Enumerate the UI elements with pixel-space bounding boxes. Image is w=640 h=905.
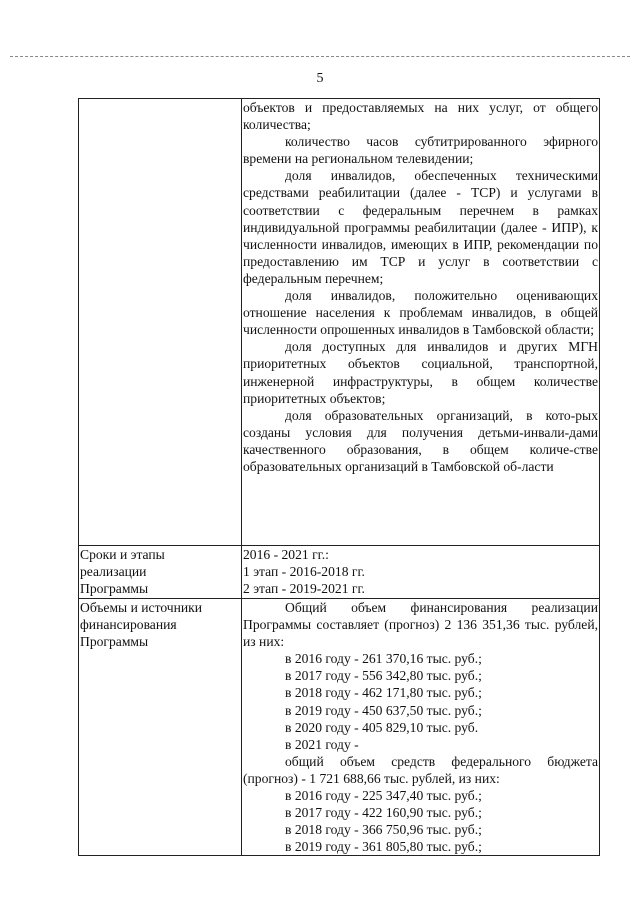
table-row-terms xyxy=(79,546,600,599)
term-line: 2016 - 2021 гг.: xyxy=(243,547,329,562)
year-amount: в 2016 году - 261 370,16 тыс. руб.; xyxy=(285,651,482,667)
label-line: Сроки и этапы xyxy=(80,547,165,562)
table-row-indicators xyxy=(79,99,600,546)
year-amount: в 2019 году - 450 637,50 тыс. руб.; xyxy=(285,702,482,718)
year-amount: в 2020 году - 405 829,10 тыс. руб. xyxy=(285,719,479,735)
federal-year-amount: в 2019 году - 361 805,80 тыс. руб.; xyxy=(285,839,482,855)
financing-cell xyxy=(242,599,600,856)
indicator-text: количество часов субтитрированного эфирного времени на региональном телевидении; xyxy=(243,134,598,167)
label-line: финансирования xyxy=(80,617,177,633)
year-amount: в 2021 году - xyxy=(285,736,359,752)
indicator-text: объектов и предоставляемых на них услуг, от общего количества; xyxy=(243,100,598,133)
table-row-financing xyxy=(79,599,600,856)
term-line: 2 этап - 2019-2021 гг. xyxy=(243,581,365,597)
page-number: 5 xyxy=(316,71,324,86)
year-amount: в 2017 году - 556 342,80 тыс. руб.; xyxy=(285,668,482,684)
indicators-cell xyxy=(242,99,600,546)
label-line: Программы xyxy=(80,634,149,650)
row-label-terms xyxy=(79,546,242,599)
row-label-empty xyxy=(79,99,242,546)
term-line: 1 этап - 2016-2018 гг. xyxy=(243,564,365,580)
indicator-text: доля инвалидов, обеспеченных техническими средствами реабилитации (далее - ТСР) и услугами в соответствии с федеральным перечнем в рамках индивидуальной программы реабилитации (далее - ИПР), к численности инвалидов, имеющих в ИПР, рекомендации по предоставлению им ТСР и услуг в соответствии с федеральным перечнем; xyxy=(243,168,598,286)
row-label-financing xyxy=(79,599,242,856)
federal-year-amount: в 2017 году - 422 160,90 тыс. руб.; xyxy=(285,805,482,821)
indicator-text: доля доступных для инвалидов и других МГН приоритетных объектов социальной, транспортной, инженерной инфраструктуры, в общем количестве приоритетных объектов; xyxy=(243,339,598,406)
federal-year-amount: в 2016 году - 225 347,40 тыс. руб.; xyxy=(285,788,482,804)
indicator-text: доля образовательных организаций, в кото-рых созданы условия для получения детьми-инвали-дами качественного образования, в общем количе-стве образовательных организаций в Тамбовской об-ласти xyxy=(243,407,598,474)
financing-intro: Общий объем финансирования реализации Программы составляет (прогноз) 2 136 351,36 тыс. рублей, из них: xyxy=(243,600,598,650)
terms-cell xyxy=(242,546,600,599)
year-amount: в 2018 году - 462 171,80 тыс. руб.; xyxy=(285,685,482,701)
label-line: Объемы и источники xyxy=(80,600,203,615)
label-line: реализации xyxy=(80,564,147,580)
federal-budget-text: общий объем средств федерального бюджета (прогноз) - 1 721 688,66 тыс. рублей, из них: xyxy=(243,753,598,786)
federal-year-amount: в 2018 году - 366 750,96 тыс. руб.; xyxy=(285,822,482,838)
program-passport-table xyxy=(78,98,600,856)
page-separator xyxy=(10,56,630,57)
label-line: Программы xyxy=(80,581,149,597)
indicator-text: доля инвалидов, положительно оценивающих отношение населения к проблемам инвалидов, в общей численности опрошенных инвалидов в Тамбовской области; xyxy=(243,288,598,338)
